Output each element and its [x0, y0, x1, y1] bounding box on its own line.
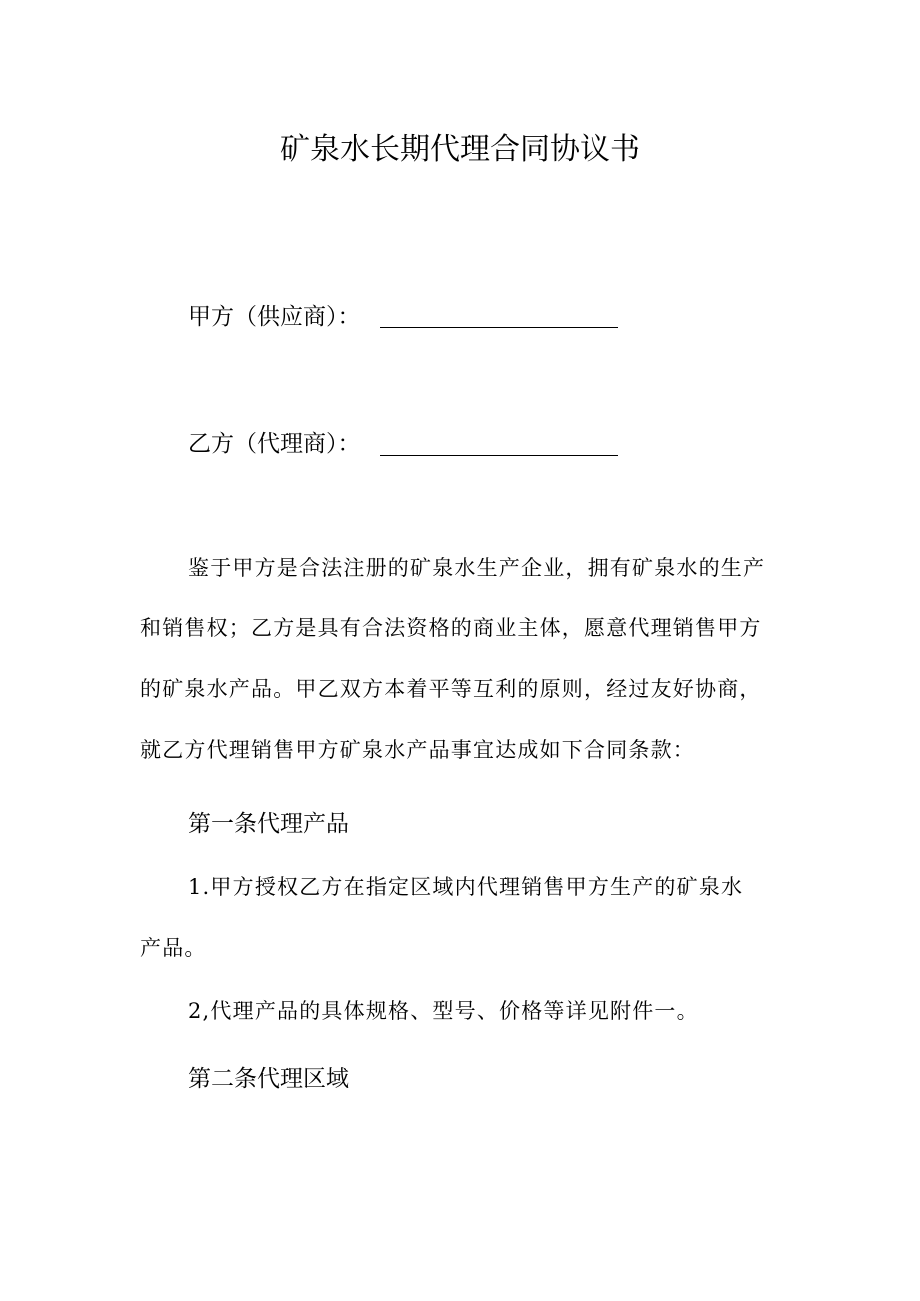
preamble-line-3: 的矿泉水产品。甲乙双方本着平等互利的原则，经过友好协商，	[140, 677, 762, 701]
preamble-line-1: 鉴于甲方是合法注册的矿泉水生产企业，拥有矿泉水的生产	[188, 556, 766, 580]
party-b-blank-line	[380, 455, 618, 456]
party-a-blank-line	[380, 327, 618, 328]
document-title: 矿泉水长期代理合同协议书	[280, 132, 640, 167]
party-a-label: 甲方（供应商）：	[188, 304, 361, 330]
preamble-line-4: 就乙方代理销售甲方矿泉水产品事宜达成如下合同条款：	[140, 738, 695, 762]
preamble-line-2: 和销售权；乙方是具有合法资格的商业主体，愿意代理销售甲方	[140, 616, 762, 640]
party-b-label: 乙方（代理商）：	[188, 431, 361, 457]
article-1-item-1-line-1: 1.甲方授权乙方在指定区域内代理销售甲方生产的矿泉水	[188, 875, 744, 899]
article-2-heading: 第二条代理区域	[188, 1066, 349, 1092]
article-1-heading: 第一条代理产品	[188, 811, 349, 837]
article-1-item-2: 2,代理产品的具体规格、型号、价格等详见附件一。	[188, 999, 699, 1023]
article-1-item-1-line-2: 产品。	[140, 936, 207, 960]
